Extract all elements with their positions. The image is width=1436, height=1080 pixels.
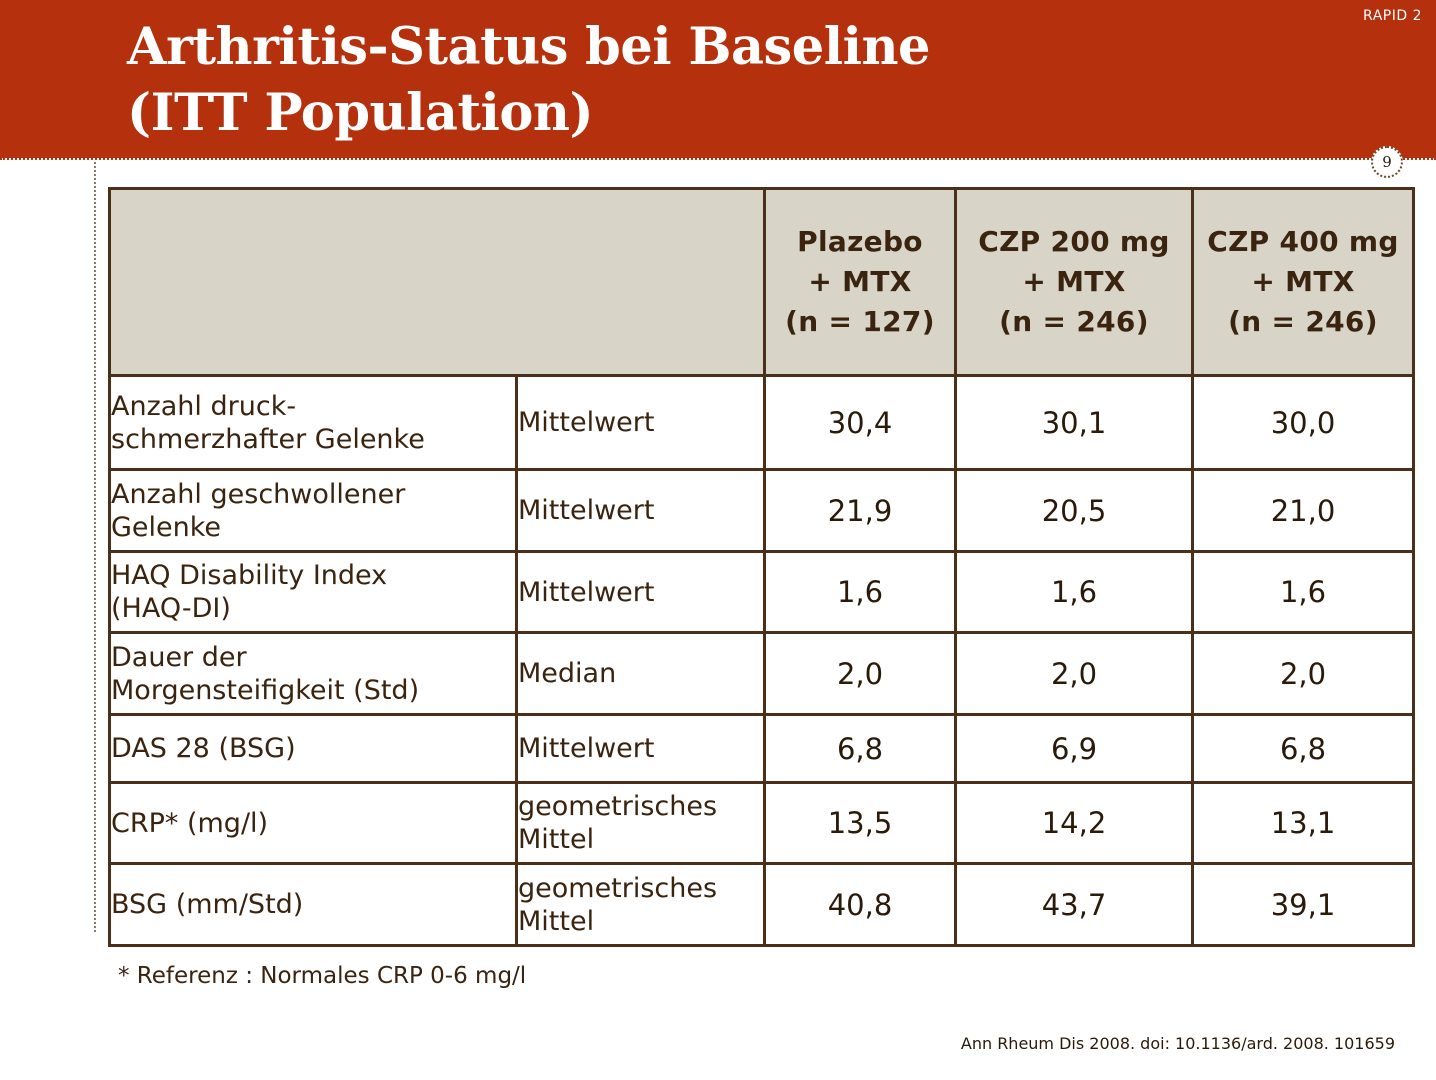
row-statistic xyxy=(517,715,765,783)
value-cell: 30,1 xyxy=(956,376,1193,470)
column-header-czp-400 xyxy=(1193,189,1414,376)
row-label-line: Anzahl druck- xyxy=(111,390,297,422)
value-cell: 2,0 xyxy=(765,633,956,715)
left-dotted-rule xyxy=(94,162,96,932)
value-cell: 6,8 xyxy=(765,715,956,783)
column-header-line: + MTX xyxy=(1022,265,1126,298)
row-label-line: schmerzhafter Gelenke xyxy=(111,423,425,455)
row-statistic xyxy=(517,783,765,864)
value-cell: 43,7 xyxy=(956,864,1193,946)
column-header-line: (n = 246) xyxy=(1228,305,1378,338)
row-statistic xyxy=(517,864,765,946)
value-cell: 6,8 xyxy=(1193,715,1414,783)
column-header-line: + MTX xyxy=(808,265,912,298)
row-statistic-line: Mittelwert xyxy=(518,495,655,526)
value-cell: 6,9 xyxy=(956,715,1193,783)
row-label xyxy=(110,715,517,783)
row-statistic xyxy=(517,633,765,715)
value-cell: 30,0 xyxy=(1193,376,1414,470)
value-cell: 30,4 xyxy=(765,376,956,470)
column-header-line: CZP 400 mg xyxy=(1207,225,1399,258)
table-row xyxy=(110,783,1414,864)
row-statistic-line: Median xyxy=(518,658,617,689)
value-cell: 1,6 xyxy=(765,552,956,633)
value-cell: 13,1 xyxy=(1193,783,1414,864)
table-header-row xyxy=(110,189,1414,376)
column-header-line: + MTX xyxy=(1251,265,1355,298)
baseline-table xyxy=(108,187,1415,947)
column-header-czp-200 xyxy=(956,189,1193,376)
row-label-line: Gelenke xyxy=(111,511,222,543)
table-row xyxy=(110,864,1414,946)
column-header-line: Plazebo xyxy=(797,225,923,258)
value-cell: 40,8 xyxy=(765,864,956,946)
row-statistic-line: geometrisches xyxy=(518,791,718,822)
table-row xyxy=(110,552,1414,633)
page-number-badge: 9 xyxy=(1371,146,1403,178)
table-row xyxy=(110,470,1414,552)
value-cell: 39,1 xyxy=(1193,864,1414,946)
value-cell: 2,0 xyxy=(1193,633,1414,715)
row-label xyxy=(110,552,517,633)
row-label-line: Anzahl geschwollener xyxy=(111,478,406,510)
citation: Ann Rheum Dis 2008. doi: 10.1136/ard. 2008. 101659 xyxy=(960,1034,1395,1053)
value-cell: 1,6 xyxy=(1193,552,1414,633)
value-cell: 21,9 xyxy=(765,470,956,552)
value-cell: 21,0 xyxy=(1193,470,1414,552)
slide-title-line-2: (ITT Population) xyxy=(127,83,594,143)
row-label-line: Dauer der xyxy=(111,641,247,673)
value-cell: 14,2 xyxy=(956,783,1193,864)
row-label-line: DAS 28 (BSG) xyxy=(111,733,296,764)
row-label-line: BSG (mm/Std) xyxy=(111,889,304,920)
row-label xyxy=(110,864,517,946)
value-cell: 1,6 xyxy=(956,552,1193,633)
row-statistic xyxy=(517,376,765,470)
study-tag: RAPID 2 xyxy=(1363,8,1422,24)
header-empty-cell xyxy=(110,189,765,376)
row-label xyxy=(110,470,517,552)
row-statistic-line: geometrisches xyxy=(518,872,718,904)
row-statistic-line: Mittelwert xyxy=(518,733,655,764)
row-label-line: CRP* (mg/l) xyxy=(111,807,269,839)
row-statistic-line: Mittel xyxy=(518,905,595,937)
table-row xyxy=(110,715,1414,783)
row-statistic-line: Mittel xyxy=(518,824,595,855)
slide-title xyxy=(127,14,930,146)
column-header-line: CZP 200 mg xyxy=(978,225,1170,258)
row-statistic xyxy=(517,552,765,633)
row-label-line: HAQ Disability Index xyxy=(111,560,388,591)
row-label-line: Morgensteifigkeit (Std) xyxy=(111,674,420,706)
row-label xyxy=(110,783,517,864)
table-row xyxy=(110,633,1414,715)
row-statistic-line: Mittelwert xyxy=(518,407,655,438)
value-cell: 20,5 xyxy=(956,470,1193,552)
value-cell: 13,5 xyxy=(765,783,956,864)
row-label xyxy=(110,376,517,470)
footnote: * Referenz : Normales CRP 0-6 mg/l xyxy=(118,963,527,989)
slide-title-line-1: Arthritis-Status bei Baseline xyxy=(127,17,930,77)
row-statistic xyxy=(517,470,765,552)
banner-dotted-edge xyxy=(0,158,1436,160)
column-header-line: (n = 246) xyxy=(999,305,1149,338)
row-label xyxy=(110,633,517,715)
column-header-line: (n = 127) xyxy=(785,305,935,338)
row-label-line: (HAQ-DI) xyxy=(111,593,231,624)
row-statistic-line: Mittelwert xyxy=(518,576,655,608)
column-header-placebo xyxy=(765,189,956,376)
table-row xyxy=(110,376,1414,470)
value-cell: 2,0 xyxy=(956,633,1193,715)
